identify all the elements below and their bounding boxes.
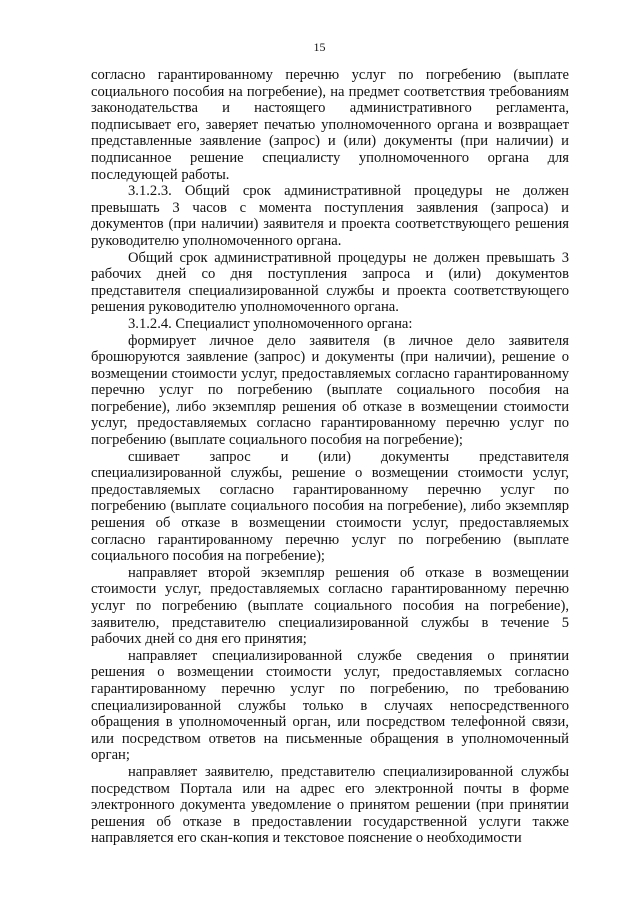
paragraph: Общий срок административной процедуры не должен превышать 3 рабочих дней со дня поступления запроса и (или) документов представителя специализированной службы и проекта соответствующего решения руководителю уполномоченного органа. (91, 249, 569, 316)
document-body (91, 67, 569, 847)
paragraph: 3.1.2.3. Общий срок административной процедуры не должен превышать 3 часов с момента поступления заявления (запроса) и документов (при наличии) заявителя и проекта соответствующего решения руководителю уполномоченного органа. (91, 183, 569, 249)
paragraph: направляет специализированной службе сведения о принятии решения о возмещении стоимости услуг, предоставляемых согласно гарантированному перечню услуг по погребению, по требованию специализированной службы только в случаях непосредственного обращения в уполномоченный орган, или посредством телефонной связи, или посредством ответов на письменные обращения в уполномоченный орган; (91, 647, 569, 764)
paragraph: 3.1.2.4. Специалист уполномоченного органа: (128, 315, 413, 332)
paragraph: согласно гарантированному перечню услуг по погребению (выплате социального пособия на погребение), на предмет соответствия требованиям законодательства и настоящего административного регламента, подписывает его, заверяет печатью уполномоченного органа и возвращает представленные заявление (запрос) и (или) документы (при наличии) и подписанное решение специалисту уполномоченного органа для последующей работы. (91, 67, 569, 183)
paragraph: сшивает запрос и (или) документы представителя специализированной службы, решение о возмещении стоимости услуг, предоставляемых согласно гарантированному перечню услуг по погребению (выплате социального пособия на погребение), либо экземпляр решения об отказе в возмещении стоимости услуг, предоставляемых согласно гарантированному перечню услуг по погребению (выплате социального пособия на погребение); (91, 448, 569, 565)
paragraph: формирует личное дело заявителя (в личное дело заявителя брошюруются заявление (запрос) и документы (при наличии), решение о возмещении стоимости услуг, предоставляемых согласно гарантированному перечню услуг по погребению (выплате социального пособия на погребение), либо экземпляр решения об отказе в возмещении стоимости услуг, предоставляемых согласно гарантированному перечню услуг по погребению (выплате социального пособия на погребение); (91, 332, 569, 449)
paragraph: направляет второй экземпляр решения об отказе в возмещении стоимости услуг, предоставляемых согласно гарантированному перечню услуг по погребению (выплате социального пособия на погребение), заявителю, представителю специализированной службы в течение 5 рабочих дней со дня его принятия; (91, 564, 569, 648)
page-number: 15 (313, 40, 326, 54)
paragraph: направляет заявителю, представителю специализированной службы посредством Портала или на адрес его электронной почты в форме электронного документа уведомление о принятом решении (при принятии решения об отказе в предоставлении государственной услуги также направляется его скан-копия и текстовое пояснение о необходимости (91, 763, 569, 847)
